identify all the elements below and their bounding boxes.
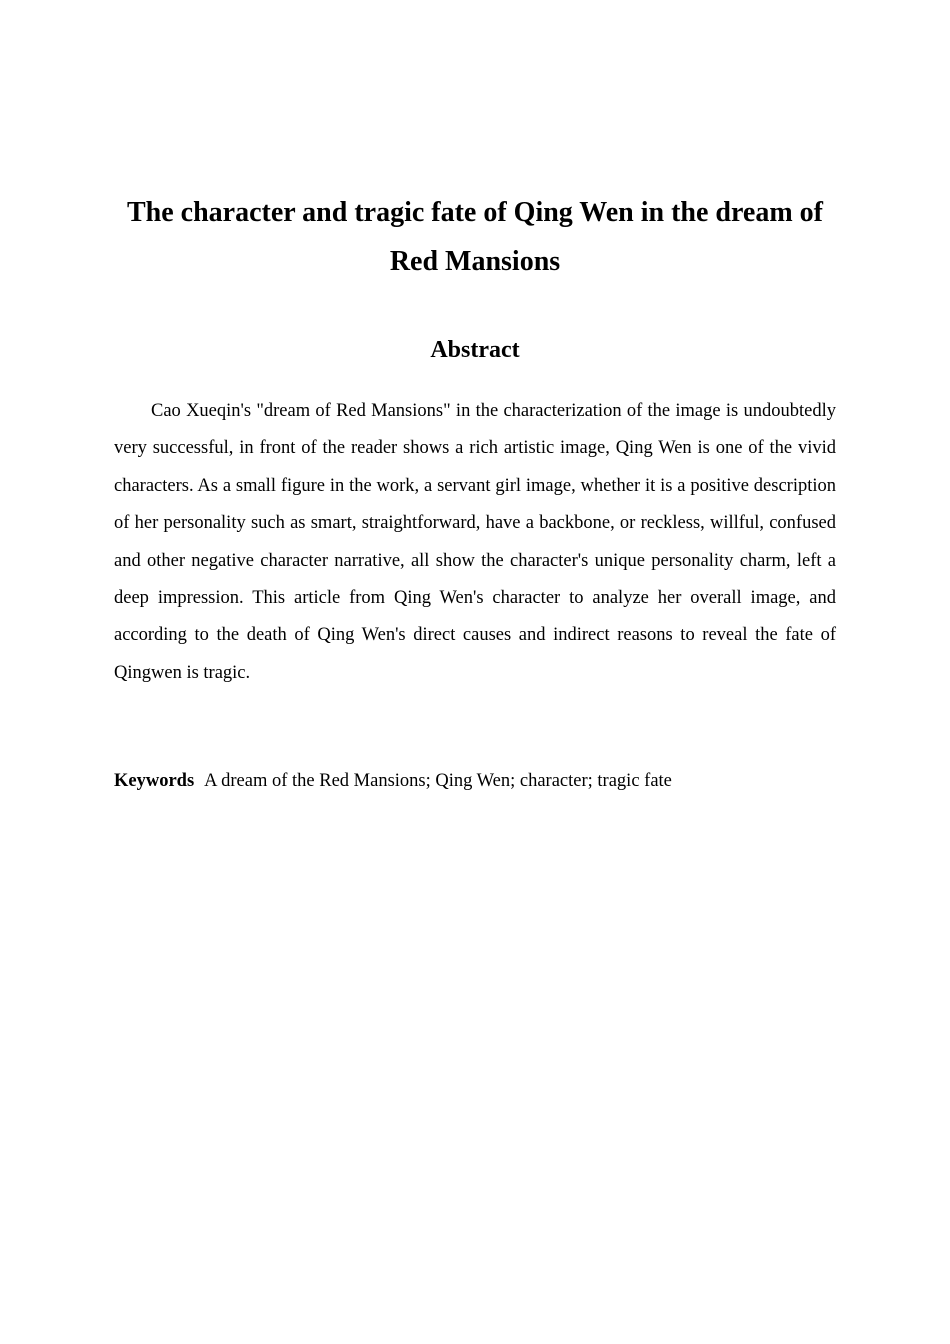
keywords-label: Keywords — [114, 771, 195, 791]
keywords-list: A dream of the Red Mansions; Qing Wen; character; tragic fate — [204, 771, 672, 791]
keywords-line — [114, 765, 836, 797]
abstract-paragraph: Cao Xueqin's "dream of Red Mansions" in the characterization of the image is undoubtedly very successful, in front of the reader shows a rich artistic image, Qing Wen is one of the vivid characters. As a small figure in the work, a servant girl image, whether it is a positive description of her personality such as smart, straightforward, have a backbone, or reckless, willful, confused and other negative character narrative, all show the character's unique personality charm, left a deep impression. This article from Qing Wen's character to analyze her overall image, and according to the death of Qing Wen's direct causes and indirect reasons to reveal the fate of Qingwen is tragic. — [114, 401, 836, 683]
abstract-heading: Abstract — [430, 337, 520, 363]
document-title: The character and tragic fate of Qing Wen in the dream of Red Mansions — [126, 197, 824, 277]
document-page — [114, 0, 836, 1344]
